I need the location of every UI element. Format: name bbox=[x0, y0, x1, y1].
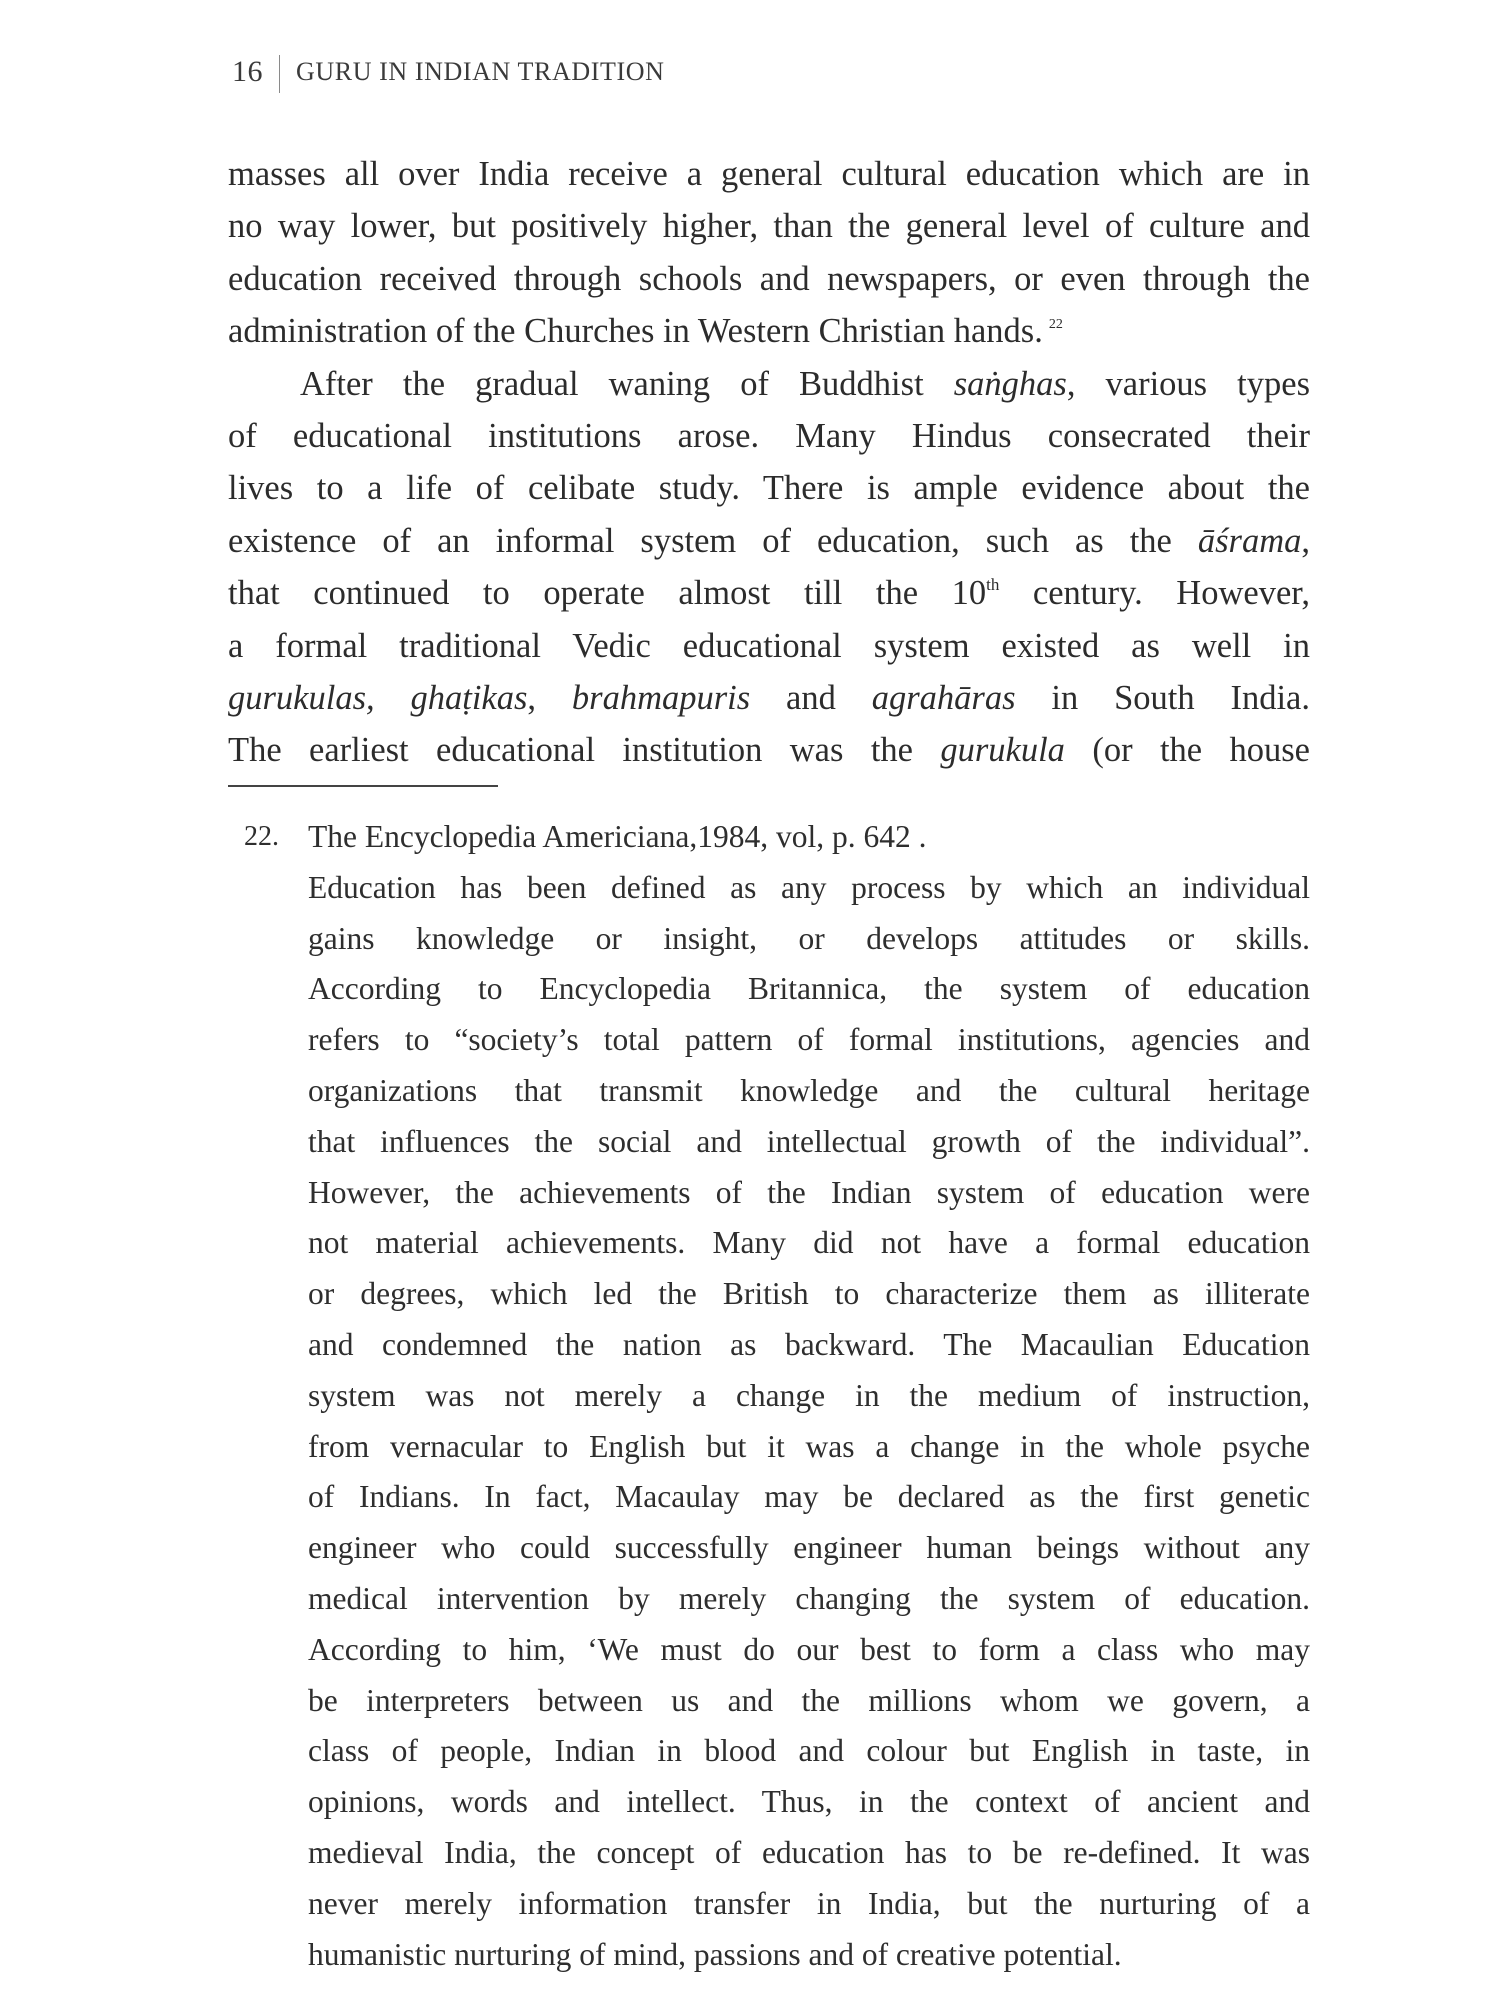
body-line bbox=[228, 567, 1310, 619]
footnote-line: of Indians. In fact, Macaulay may be declared as the first genetic bbox=[308, 1479, 1310, 1515]
footnote-line: system was not merely a change in the medium of instruction, bbox=[308, 1377, 1310, 1413]
body-line: of educational institutions arose. Many Hindus consecrated their bbox=[228, 416, 1310, 455]
footnote-text: The Encyclopedia Americiana,1984, vol, p. 642 . bbox=[308, 819, 927, 854]
body-line-text: The earliest educational institution was the bbox=[228, 731, 941, 770]
footnote-line: class of people, Indian in blood and colour but English in taste, in bbox=[308, 1733, 1310, 1769]
footnote-line: never merely information transfer in India, but the nurturing of a bbox=[308, 1885, 1310, 1921]
italic-term: agrahāras bbox=[871, 678, 1016, 717]
body-line-text: that continued to operate almost till the bbox=[228, 574, 952, 613]
body-line: lives to a life of celibate study. There is ample evidence about the bbox=[228, 469, 1310, 508]
footnote-line: be interpreters between us and the millions whom we govern, a bbox=[308, 1682, 1310, 1718]
footnote-line: According to Encyclopedia Britannica, the system of education bbox=[308, 971, 1310, 1007]
footnote-number: 22. bbox=[244, 821, 279, 852]
body-line bbox=[228, 672, 1310, 724]
footnote-line: Education has been defined as any process by which an individual bbox=[308, 869, 1310, 905]
ordinal-suffix: th bbox=[986, 575, 1000, 595]
footnote-line: opinions, words and intellect. Thus, in the context of ancient and bbox=[308, 1784, 1310, 1820]
footnote-line: engineer who could successfully engineer human beings without any bbox=[308, 1530, 1310, 1566]
body-line-text: After the gradual waning of Buddhist bbox=[300, 364, 954, 403]
body-line: education received through schools and newspapers, or even through the bbox=[228, 259, 1310, 298]
running-title: GURU IN INDIAN TRADITION bbox=[296, 57, 665, 86]
body-line-text: century. However, bbox=[999, 574, 1310, 613]
body-line bbox=[228, 724, 1310, 776]
footnote-line: However, the achievements of the Indian system of education were bbox=[308, 1174, 1310, 1210]
footnote-line: or degrees, which led the British to characterize them as illiterate bbox=[308, 1276, 1310, 1312]
italic-term: gurukulas, ghaṭikas bbox=[228, 678, 528, 717]
footnote-line: humanistic nurturing of mind, passions and of creative potential. bbox=[308, 1936, 1122, 1972]
italic-term: saṅghas bbox=[953, 364, 1067, 403]
footnote-reference[interactable]: 22 bbox=[1048, 317, 1063, 333]
body-line bbox=[228, 305, 1310, 357]
body-line: no way lower, but positively higher, than the general level of culture and bbox=[228, 207, 1310, 246]
body-line-text: (or the house bbox=[1064, 731, 1310, 770]
page-number: 16 bbox=[232, 55, 263, 88]
footnote-line: refers to “society’s total pattern of formal institutions, agencies and bbox=[308, 1022, 1310, 1058]
footnote-line bbox=[228, 812, 1310, 863]
body-line-text: , bbox=[1301, 521, 1310, 560]
footnote-line: medieval India, the concept of education has to be re-defined. It was bbox=[308, 1834, 1310, 1870]
body-line-text: in South India. bbox=[1015, 678, 1310, 717]
body-line-text: , various types bbox=[1066, 364, 1310, 403]
ordinal-number: 10 bbox=[951, 574, 987, 613]
footnote-line: organizations that transmit knowledge and the cultural heritage bbox=[308, 1072, 1310, 1108]
footnote-line: that influences the social and intellectual growth of the individual”. bbox=[308, 1123, 1310, 1159]
footnote-line: According to him, ‘We must do our best to form a class who may bbox=[308, 1631, 1310, 1667]
header-divider bbox=[279, 55, 280, 93]
footnote-line: gains knowledge or insight, or develops attitudes or skills. bbox=[308, 920, 1310, 956]
body-line-text: and bbox=[750, 678, 872, 717]
body-line: masses all over India receive a general cultural education which are in bbox=[228, 155, 1310, 193]
body-paragraphs bbox=[228, 148, 1310, 777]
footnote-line: from vernacular to English but it was a change in the whole psyche bbox=[308, 1428, 1310, 1464]
body-line-text: administration of the Churches in Western Christian hands. bbox=[228, 312, 1043, 351]
body-line-paragraph-start bbox=[228, 358, 1310, 410]
body-line-text: existence of an informal system of education, such as the bbox=[228, 521, 1198, 560]
body-line: a formal traditional Vedic educational system existed as well in bbox=[228, 626, 1310, 665]
footnote-line: not material achievements. Many did not have a formal education bbox=[308, 1225, 1310, 1261]
footnote-line: and condemned the nation as backward. The Macaulian Education bbox=[308, 1326, 1310, 1362]
italic-term: brahmapuris bbox=[571, 678, 751, 717]
footnote-separator-rule bbox=[228, 785, 498, 787]
footnote-line: medical intervention by merely changing the system of education. bbox=[308, 1580, 1310, 1616]
italic-term: gurukula bbox=[940, 731, 1065, 770]
body-line-text: , bbox=[527, 678, 572, 717]
running-header bbox=[232, 50, 665, 94]
footnotes bbox=[228, 812, 1310, 1980]
body-line bbox=[228, 515, 1310, 567]
italic-term: āśrama bbox=[1197, 521, 1302, 560]
